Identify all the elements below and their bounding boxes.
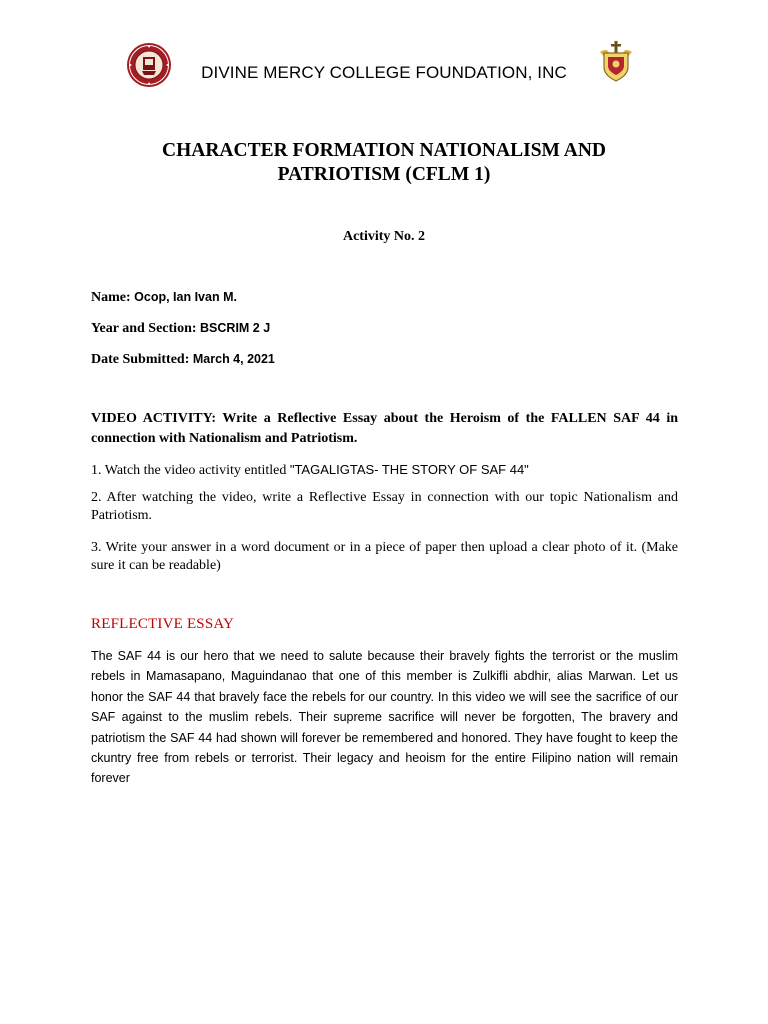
date-submitted-value: March 4, 2021 — [192, 352, 275, 366]
college-name: DIVINE MERCY COLLEGE FOUNDATION, INC — [201, 63, 567, 82]
activity-instructions: VIDEO ACTIVITY: Write a Reflective Essay about the Heroism of the FALLEN SAF 44 in connection with Nationalism and Patriotism. — [91, 411, 678, 446]
date-submitted-label: Date Submitted: — [91, 352, 190, 367]
course-title-line-1: CHARACTER FORMATION NATIONALISM AND — [161, 140, 606, 161]
instruction-step-1 — [91, 461, 678, 480]
step-1-video-title: "TAGALIGTAS- THE STORY OF SAF 44" — [289, 462, 529, 477]
name-label: Name: — [91, 290, 131, 305]
course-title-line-2: PATRIOTISM (CFLM 1) — [277, 164, 491, 185]
instruction-step-3: 3. Write your answer in a word document or in a piece of paper then upload a clear photo of it. (Make sure it can be readable) — [91, 540, 678, 573]
year-section-label: Year and Section: — [91, 321, 197, 336]
name-value: Ocop, Ian Ivan M. — [134, 290, 237, 304]
year-section-row — [91, 321, 270, 337]
essay-body: The SAF 44 is our hero that we need to salute because their bravely fights the terrorist or the muslim rebels in Mamasapano, Maguindanao that one of this member is Zulkifli abdhir, alias Marwan. Let us honor the SAF 44 that bravely face the rebels for our country. In this video we will see the sacrifice of our SAF against to the muslim rebels. Their supreme sacrifice will never be forgotten, The bravery and patriotism the SAF 44 had shown will forever be remembered and honored. They have fought to keep the ckuntry free from rebels or terrorist. Their legacy and heoism for the entire Filipino nation will remain forever — [91, 649, 678, 786]
instruction-step-2: 2. After watching the video, write a Reflective Essay in connection with our topic Nationalism and Patriotism. — [91, 490, 678, 523]
year-section-value: BSCRIM 2 J — [200, 321, 271, 335]
name-row — [91, 290, 237, 306]
essay-heading: REFLECTIVE ESSAY — [91, 616, 235, 632]
activity-number: Activity No. 2 — [342, 229, 426, 244]
step-1-text: 1. Watch the video activity entitled — [91, 463, 290, 478]
date-submitted-row — [91, 352, 275, 368]
course-title — [120, 139, 648, 187]
